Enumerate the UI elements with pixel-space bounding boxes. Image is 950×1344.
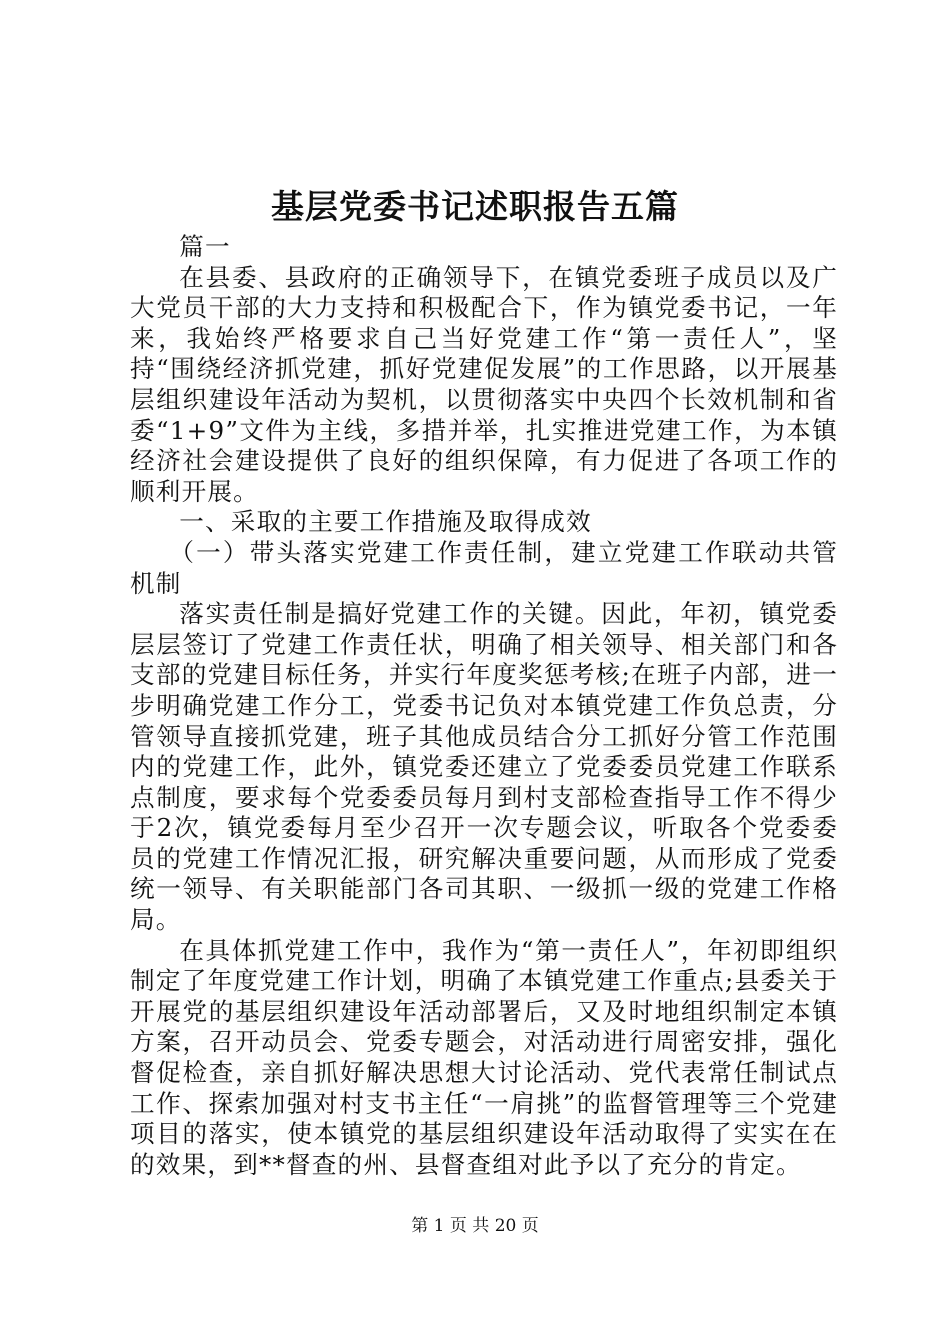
chapter-heading: 篇一: [179, 232, 231, 261]
body-paragraph: 在具体抓党建工作中，我作为“第一责任人”，年初即组织制定了年度党建工作计划，明确了本镇党建工作重点;县委关于开展党的基层组织建设年活动部署后，又及时地组织制定本镇方案，召开动员会、党委专题会，对活动进行周密安排，强化督促检查，亲自抓好解决思想大讨论活动、党代表常任制试点工作、探索加强对村支书主任“一肩挑”的监督管理等三个党建项目的落实，使本镇党的基层组织建设年活动取得了实实在在的效果，到**督查的州、县督查组对此予以了充分的肯定。: [130, 935, 838, 1179]
document-title: 基层党委书记述职报告五篇: [271, 187, 679, 226]
document-body: [130, 232, 838, 1180]
subsection-heading: （一）带头落实党建工作责任制，建立党建工作联动共管机制: [130, 537, 838, 598]
body-paragraph: 在县委、县政府的正确领导下，在镇党委班子成员以及广大党员干部的大力支持和积极配合下，作为镇党委书记，一年来，我始终严格要求自己当好党建工作“第一责任人”，坚持“围绕经济抓党建，抓好党建促发展”的工作思路，以开展基层组织建设年活动为契机，以贯彻落实中央四个长效机制和省委“1+9”文件为主线，多措并举，扎实推进党建工作，为本镇经济社会建设提供了良好的组织保障，有力促进了各项工作的顺利开展。: [130, 262, 838, 506]
page-footer: 第 1 页 共 20 页: [411, 1216, 539, 1236]
body-paragraph: 落实责任制是搞好党建工作的关键。因此，年初，镇党委层层签订了党建工作责任状，明确了相关领导、相关部门和各支部的党建目标任务，并实行年度奖惩考核;在班子内部，进一步明确党建工作分工，党委书记负对本镇党建工作负总责，分管领导直接抓党建，班子其他成员结合分工抓好分管工作范围内的党建工作，此外，镇党委还建立了党委委员党建工作联系点制度，要求每个党委委员每月到村支部检查指导工作不得少于2次，镇党委每月至少召开一次专题会议，听取各个党委委员的党建工作情况汇报，研究解决重要问题，从而形成了党委统一领导、有关职能部门各司其职、一级抓一级的党建工作格局。: [130, 599, 838, 935]
section-heading: 一、采取的主要工作措施及取得成效: [179, 507, 592, 537]
